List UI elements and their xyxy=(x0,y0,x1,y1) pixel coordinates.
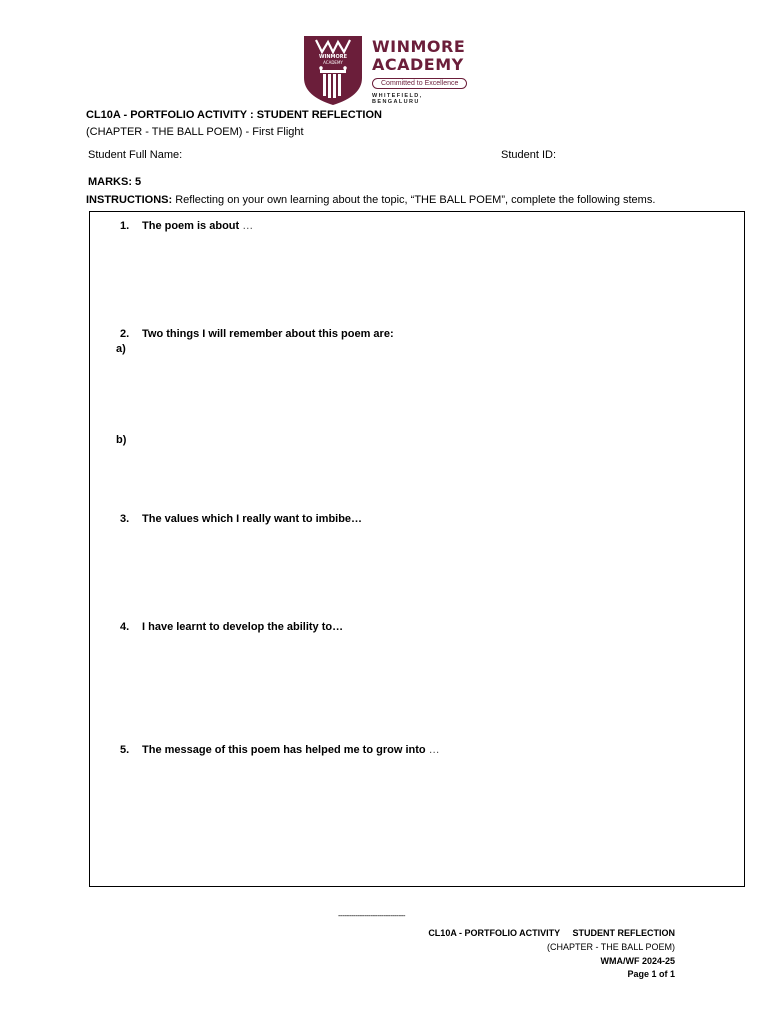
response-box xyxy=(89,211,745,887)
school-logo xyxy=(302,34,472,108)
question-number-1: 1. xyxy=(120,220,130,232)
student-id-label: Student ID: xyxy=(501,149,557,161)
marks-label: MARKS: 5 xyxy=(88,176,142,188)
sub-item-b: b) xyxy=(116,434,127,446)
student-name-label: Student Full Name: xyxy=(88,149,183,161)
question-4: I have learnt to develop the ability to… xyxy=(142,621,344,633)
brand-tagline: Committed to Excellence xyxy=(372,78,467,89)
document-subtitle: (CHAPTER - THE BALL POEM) - First Flight xyxy=(86,126,304,138)
question-2: Two things I will remember about this poem are: xyxy=(142,328,394,340)
question-5: The message of this poem has helped me to grow into … xyxy=(142,744,440,756)
question-number-3: 3. xyxy=(120,513,130,525)
question-number-2: 2. xyxy=(120,328,130,340)
instructions xyxy=(86,194,655,206)
svg-text:ACADEMY: ACADEMY xyxy=(323,60,343,65)
footer-title: CL10A - PORTFOLIO ACTIVITY STUDENT REFLECTION xyxy=(428,928,675,938)
brand-name-line2: ACADEMY xyxy=(372,55,464,74)
instructions-text: Reflecting on your own learning about the topic, “THE BALL POEM”, complete the following stems. xyxy=(175,194,656,206)
brand-name-line1: WINMORE xyxy=(372,37,466,56)
footer-subtitle: (CHAPTER - THE BALL POEM) xyxy=(546,942,675,952)
footer-code: WMA/WF 2024-25 xyxy=(600,956,675,966)
question-number-4: 4. xyxy=(120,621,130,633)
footer-rule: ------------------------------- xyxy=(338,911,406,920)
svg-text:WINMORE: WINMORE xyxy=(318,54,348,60)
document-title: CL10A - PORTFOLIO ACTIVITY : STUDENT REFLECTION xyxy=(86,109,382,121)
instructions-label: INSTRUCTIONS: xyxy=(86,194,173,206)
sub-item-a: a) xyxy=(116,343,126,355)
question-number-5: 5. xyxy=(120,744,130,756)
question-1: The poem is about … xyxy=(142,220,254,232)
page-number: Page 1 of 1 xyxy=(627,969,675,979)
shield-crest-icon xyxy=(302,34,364,106)
brand-location: WHITEFIELD, BENGALURU xyxy=(372,93,423,105)
question-3: The values which I really want to imbibe… xyxy=(142,513,363,525)
